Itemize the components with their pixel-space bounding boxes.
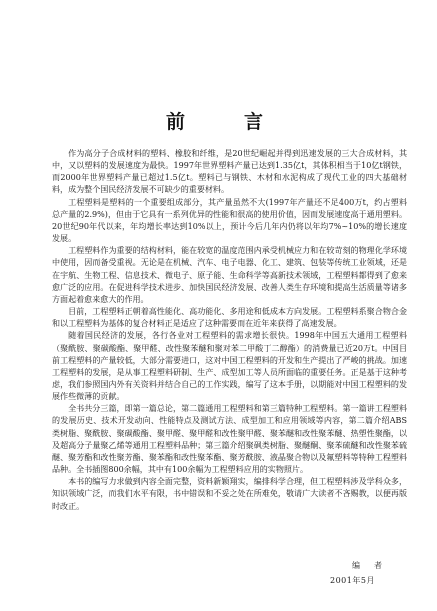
- page-title: 前 言: [165, 111, 283, 133]
- signature-author: 编 者: [352, 561, 385, 570]
- paragraph: 工程塑料是塑料的一个重要组成部分，其产量虽然不大(1997年产量还不足400万t，约占塑料总产量的2.9%)，但由于它具有一系列优异的性能和很高的使用价值，因而发展速度高于通用塑料。20世纪90年代以来，年均增长率达到10%以上，预计今后几年内仍将以年均7%~10%的增长速度发展。: [52, 197, 407, 244]
- paragraph: 作为高分子合成材料的塑料、橡胶和纤维，是20世纪崛起并得到迅速发展的三大合成材料，其中，又以塑料的发展速度为最快。1997年世界塑料产量已达到1.35亿t，其体积相当于10亿t钢铁，而2000年世界塑料产量已超过1.5亿t。塑料已与钢铁、木材和水泥构成了现代工业的四大基础材料，成为整个国民经济发展不可缺少的重要材料。: [52, 149, 407, 195]
- paragraph: 目前，工程塑料正朝着高性能化、高功能化、多用途和低成本方向发展。工程塑料系聚合物合金和以工程塑料为基体的复合材料正是适应了这种需要而在近年来获得了高速发展。: [52, 307, 407, 329]
- paragraph: 工程塑料作为重要的结构材料，能在较宽的温度范围内承受机械应力和在较苛刻的物理化学环境中使用，因而备受重视。无论是在机械、汽车、电子电器、化工、建筑、包装等传统工业领域，还是在宇航、生物工程、信息技术、微电子、原子能、生命科学等高新技术领域，工程塑料都得到了愈来愈广泛的应用。在促进科学技术进步、加快国民经济发展、改善人类生存环境和提高生活质量等诸多方面起着愈来愈大的作用。: [52, 246, 407, 304]
- signature-date: 2001年5月: [330, 576, 375, 585]
- preface-body: [52, 148, 407, 513]
- paragraph: 随着国民经济的发展，各行各业对工程塑料的需求增长很快。1998年中国五大通用工程塑料（聚酰胺、聚碳酸酯、聚甲醛、改性聚苯醚和聚对苯二甲酸丁二醇酯）的消费量已近20万t。中国目前工程塑料的产量较低，大部分需要进口，这对中国工程塑料的开发和生产提出了严峻的挑战。加速工程塑料的发展，是从事工程塑料研制、生产、成型加工等人员所面临的重要任务。正是基于这种考虑，我们参照国内外有关资料并结合自己的工作实践，编写了这本手册，以期能对中国工程塑料的发展作些微薄的贡献。: [52, 331, 407, 402]
- paragraph: 全书共分三篇，即第一篇总论，第二篇通用工程塑料和第三篇特种工程塑料。第一篇讲工程塑料的发展历史、技术开发动向、性能特点及测试方法、成型加工和应用领域等内容，第二篇介绍ABS类树脂、聚酰胺、聚碳酸酯、聚甲醛、聚甲醛和改性聚甲醛、聚苯醚和改性聚苯醚、热塑性聚酯，以及超高分子量聚乙烯等通用工程塑料品种；第三篇介绍聚砜类树脂、聚醚酮、聚苯硫醚和改性聚苯硫醚、聚芳酯和改性聚芳酯、聚苯酯和改性聚苯酯、聚芳酰胺、液晶聚合物以及氟塑料等特种工程塑料品种。全书插图800余幅，其中有100余幅为工程塑料应用的实物照片。: [52, 404, 407, 475]
- paragraph: 本书的编写力求做到内容全面完整，资料新颖翔实，编排科学合理，但工程塑料涉及学科众多，知识领域广泛，而我们水平有限，书中错误和不妥之处在所难免，敬请广大读者不吝赐教，以便再版时改正。: [52, 477, 407, 511]
